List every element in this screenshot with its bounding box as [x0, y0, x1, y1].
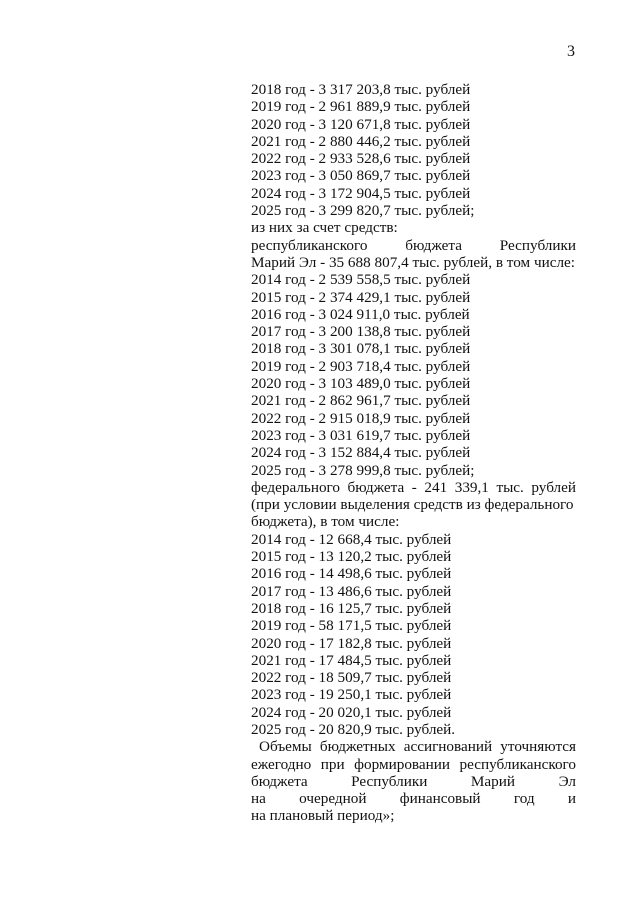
- text-line: 2025 год - 3 299 820,7 тыс. рублей;: [251, 202, 475, 220]
- text-line: (при условии выделения средств из федерального: [251, 496, 574, 514]
- text-line: республиканского бюджета Республики: [251, 236, 576, 254]
- text-line: 2018 год - 16 125,7 тыс. рублей: [251, 599, 452, 617]
- text-line: 2018 год - 3 301 078,1 тыс. рублей: [251, 340, 471, 358]
- text-line: 2025 год - 3 278 999,8 тыс. рублей;: [251, 461, 475, 479]
- text-line: 2020 год - 17 182,8 тыс. рублей: [251, 634, 452, 652]
- text-line: 2024 год - 3 152 884,4 тыс. рублей: [251, 444, 471, 462]
- text-line: бюджета), в том числе:: [251, 513, 400, 531]
- text-line: 2020 год - 3 120 671,8 тыс. рублей: [251, 115, 471, 133]
- text-line: 2021 год - 2 880 446,2 тыс. рублей: [251, 132, 471, 150]
- text-line: 2018 год - 3 317 203,8 тыс. рублей: [251, 81, 471, 98]
- text-line: бюджета Республики Марий Эл: [251, 772, 576, 790]
- text-line: ежегодно при формировании республиканского: [251, 755, 576, 773]
- text-line: 2017 год - 13 486,6 тыс. рублей: [251, 582, 452, 600]
- text-line: 2017 год - 3 200 138,8 тыс. рублей: [251, 323, 471, 341]
- text-line: из них за счет средств:: [251, 219, 398, 237]
- text-line: 2016 год - 3 024 911,0 тыс. рублей: [251, 305, 470, 323]
- text-line: 2023 год - 3 050 869,7 тыс. рублей: [251, 167, 471, 185]
- text-line: 2015 год - 13 120,2 тыс. рублей: [251, 548, 452, 566]
- text-line: 2021 год - 2 862 961,7 тыс. рублей: [251, 392, 471, 410]
- text-line: 2014 год - 2 539 558,5 тыс. рублей: [251, 271, 471, 289]
- text-line: 2023 год - 3 031 619,7 тыс. рублей: [251, 426, 471, 444]
- text-line: 2022 год - 18 509,7 тыс. рублей: [251, 669, 452, 687]
- text-line: 2019 год - 58 171,5 тыс. рублей: [251, 617, 452, 635]
- page-number: 3: [567, 43, 575, 60]
- text-line: федерального бюджета - 241 339,1 тыс. рублей: [251, 478, 576, 496]
- text-line: 2021 год - 17 484,5 тыс. рублей: [251, 651, 452, 669]
- text-line: 2022 год - 2 915 018,9 тыс. рублей: [251, 409, 471, 427]
- text-line: 2015 год - 2 374 429,1 тыс. рублей: [251, 288, 471, 306]
- text-line: Объемы бюджетных ассигнований уточняются: [259, 738, 576, 756]
- text-line: на плановый период»;: [251, 807, 395, 825]
- text-line: 2025 год - 20 820,9 тыс. рублей.: [251, 720, 456, 738]
- text-line: 2024 год - 3 172 904,5 тыс. рублей: [251, 184, 471, 202]
- text-line: 2016 год - 14 498,6 тыс. рублей: [251, 565, 452, 583]
- text-line: 2014 год - 12 668,4 тыс. рублей: [251, 530, 452, 548]
- text-line: на очередной финансовый год и: [251, 790, 576, 808]
- text-line: 2020 год - 3 103 489,0 тыс. рублей: [251, 375, 471, 393]
- text-line: 2023 год - 19 250,1 тыс. рублей: [251, 686, 452, 704]
- text-line: 2022 год - 2 933 528,6 тыс. рублей: [251, 150, 471, 168]
- text-line: 2024 год - 20 020,1 тыс. рублей: [251, 703, 452, 721]
- text-line: Марий Эл - 35 688 807,4 тыс. рублей, в том числе:: [251, 253, 575, 271]
- text-body: [251, 81, 576, 825]
- text-line: 2019 год - 2 961 889,9 тыс. рублей: [251, 98, 471, 116]
- text-line: 2019 год - 2 903 718,4 тыс. рублей: [251, 357, 471, 375]
